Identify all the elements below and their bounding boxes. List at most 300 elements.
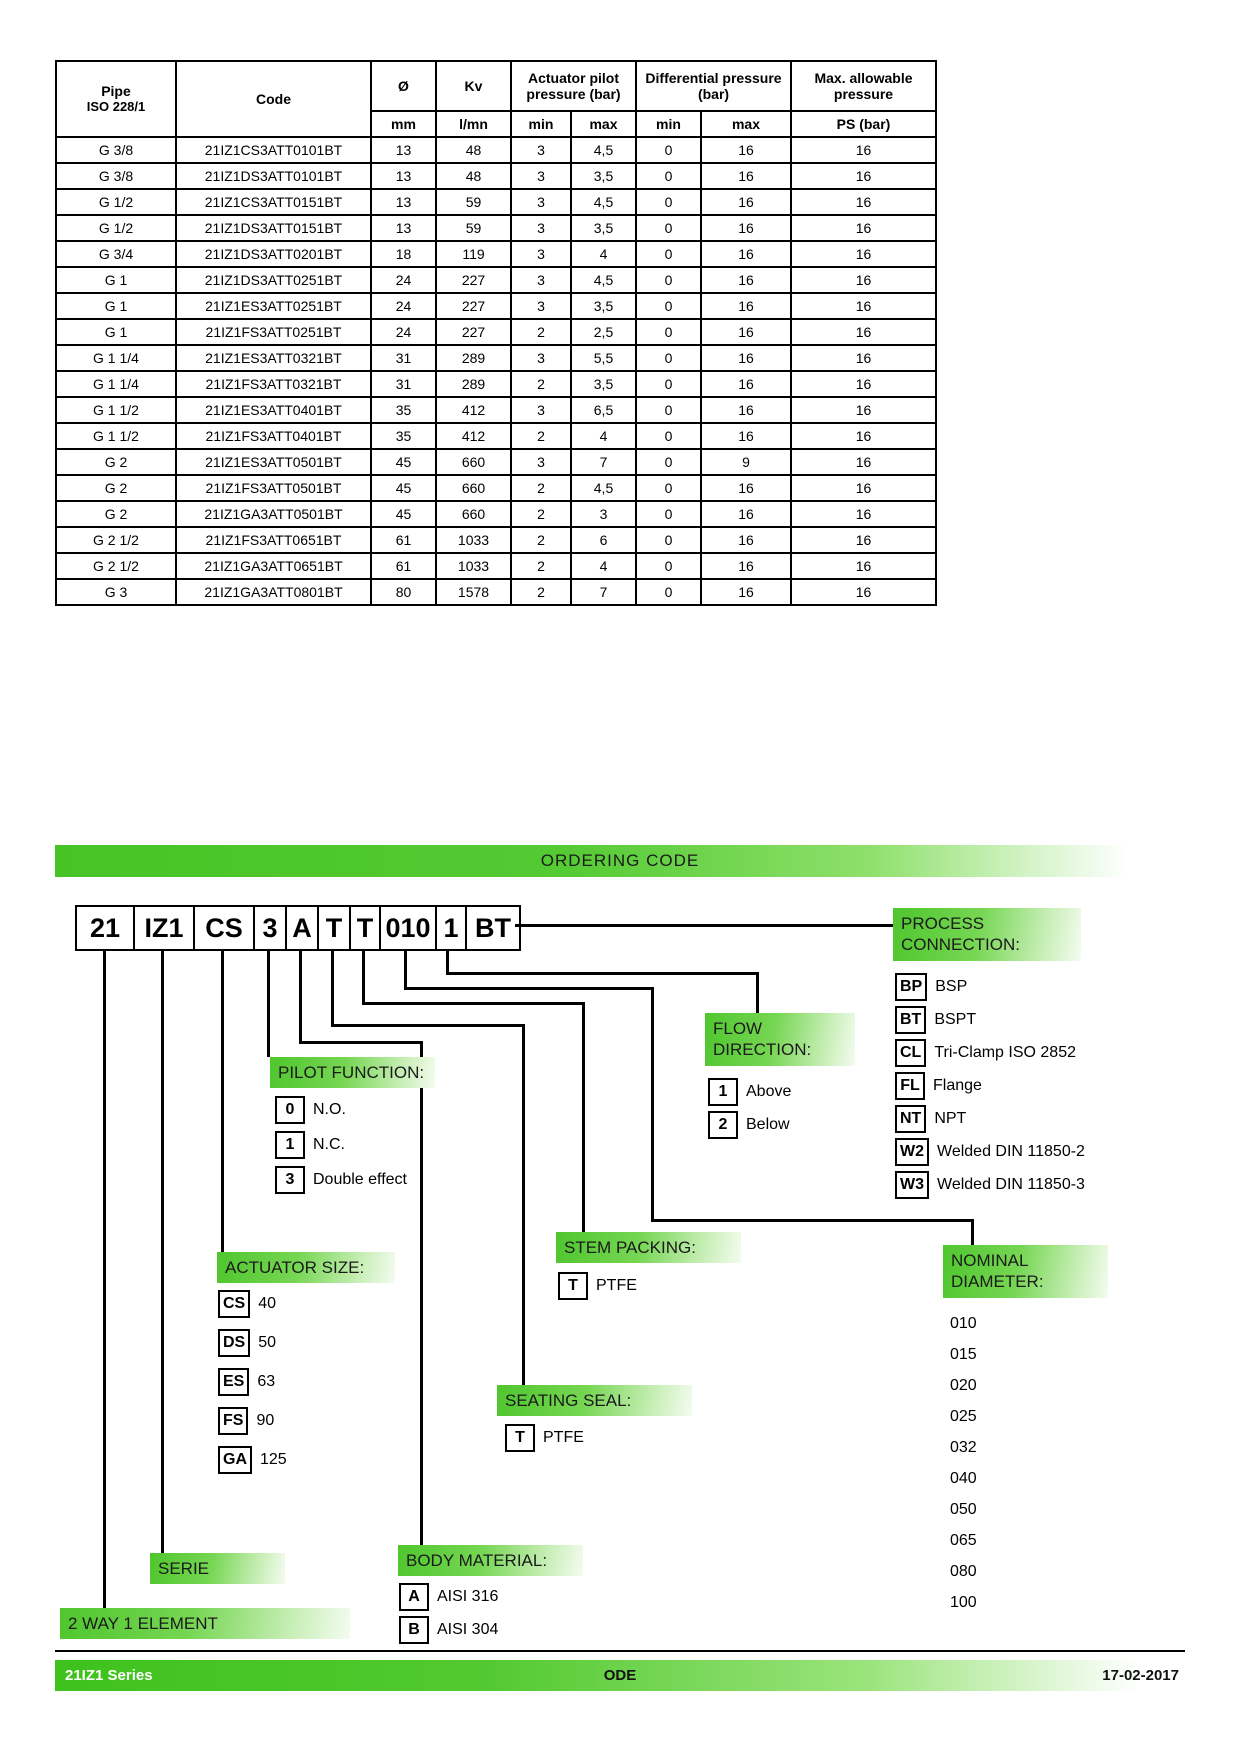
cell-kv: 1033	[436, 527, 511, 553]
cell-diff-max: 16	[701, 293, 791, 319]
cell-diameter: 45	[371, 501, 436, 527]
cell-diff-min: 0	[636, 163, 701, 189]
cell-kv: 289	[436, 371, 511, 397]
connector-21-twoway	[103, 951, 106, 1608]
cell-ps: 16	[791, 241, 936, 267]
cell-actuator-min: 2	[511, 501, 571, 527]
option-item	[275, 1096, 407, 1124]
option-item	[505, 1424, 584, 1452]
cell-diameter: 24	[371, 293, 436, 319]
cell-code: 21IZ1ES3ATT0321BT	[176, 345, 371, 371]
header-max-allowable: Max. allowable pressure	[791, 61, 936, 111]
option-item	[895, 1039, 1085, 1067]
option-code-box: 3	[275, 1166, 305, 1194]
cell-actuator-min: 2	[511, 423, 571, 449]
cell-diff-max: 16	[701, 215, 791, 241]
cell-ps: 16	[791, 449, 936, 475]
cell-diameter: 18	[371, 241, 436, 267]
cell-pipe: G 1	[56, 267, 176, 293]
cell-ps: 16	[791, 137, 936, 163]
table-row	[56, 189, 936, 215]
nominal-diameter-values	[950, 1315, 977, 1612]
option-label: Double effect	[313, 1171, 407, 1188]
option-code-box: W3	[895, 1171, 929, 1199]
option-code-box: NT	[895, 1105, 926, 1133]
cell-ps: 16	[791, 215, 936, 241]
table-row	[56, 475, 936, 501]
option-label: 63	[257, 1373, 276, 1390]
cell-ps: 16	[791, 553, 936, 579]
cell-actuator-max: 4,5	[571, 267, 636, 293]
cell-diameter: 13	[371, 215, 436, 241]
connector-010-nominal	[651, 987, 654, 1222]
header-diameter: Ø	[371, 61, 436, 111]
header-ps: PS (bar)	[791, 111, 936, 137]
cell-pipe: G 2	[56, 501, 176, 527]
nominal-diameter-value: 032	[950, 1439, 977, 1456]
header-pipe: Pipe ISO 228/1	[56, 61, 176, 137]
cell-actuator-min: 3	[511, 189, 571, 215]
nominal-diameter-value: 015	[950, 1346, 977, 1363]
cell-actuator-max: 4	[571, 423, 636, 449]
cell-ps: 16	[791, 293, 936, 319]
ordering-code-segment: T	[349, 905, 381, 951]
ordering-code-title: ORDERING CODE	[540, 851, 700, 870]
connector-1-flow	[446, 972, 759, 975]
option-label: 50	[258, 1334, 277, 1351]
cell-actuator-min: 3	[511, 397, 571, 423]
cell-actuator-min: 3	[511, 241, 571, 267]
option-code-box: B	[399, 1616, 429, 1644]
connector-3-pilot	[267, 951, 270, 1057]
cell-diff-max: 16	[701, 501, 791, 527]
cell-diff-max: 16	[701, 267, 791, 293]
cell-pipe: G 2	[56, 475, 176, 501]
cell-diff-max: 16	[701, 163, 791, 189]
cell-code: 21IZ1GA3ATT0651BT	[176, 553, 371, 579]
connector-010-nominal	[404, 951, 407, 990]
cell-actuator-max: 5,5	[571, 345, 636, 371]
nominal-diameter-value: 025	[950, 1408, 977, 1425]
cell-diameter: 45	[371, 475, 436, 501]
cell-pipe: G 1/2	[56, 189, 176, 215]
cell-code: 21IZ1DS3ATT0251BT	[176, 267, 371, 293]
option-item	[218, 1329, 287, 1357]
cell-actuator-max: 6,5	[571, 397, 636, 423]
cell-diff-min: 0	[636, 319, 701, 345]
nominal-diameter-value: 065	[950, 1532, 977, 1549]
seating-seal-label: SEATING SEAL:	[497, 1385, 692, 1416]
cell-diameter: 24	[371, 267, 436, 293]
option-item	[895, 1006, 1085, 1034]
cell-diameter: 80	[371, 579, 436, 605]
cell-kv: 48	[436, 137, 511, 163]
cell-diameter: 45	[371, 449, 436, 475]
cell-code: 21IZ1ES3ATT0501BT	[176, 449, 371, 475]
cell-diff-min: 0	[636, 449, 701, 475]
option-item	[895, 1138, 1085, 1166]
header-differential: Differential pressure (bar)	[636, 61, 791, 111]
table-row	[56, 371, 936, 397]
header-actuator-min: min	[511, 111, 571, 137]
cell-diff-max: 16	[701, 241, 791, 267]
cell-pipe: G 2 1/2	[56, 527, 176, 553]
connector-a-body	[420, 1041, 423, 1545]
option-code-box: CL	[895, 1039, 926, 1067]
cell-pipe: G 2	[56, 449, 176, 475]
footer-band	[55, 1660, 1185, 1691]
cell-diff-min: 0	[636, 267, 701, 293]
actuator-size-options	[218, 1290, 287, 1474]
cell-code: 21IZ1FS3ATT0651BT	[176, 527, 371, 553]
cell-actuator-min: 2	[511, 319, 571, 345]
cell-actuator-max: 3,5	[571, 215, 636, 241]
cell-diff-max: 16	[701, 189, 791, 215]
option-code-box: BT	[895, 1006, 926, 1034]
cell-actuator-min: 3	[511, 215, 571, 241]
cell-diff-min: 0	[636, 553, 701, 579]
cell-diff-max: 16	[701, 475, 791, 501]
ordering-code-segment: BT	[465, 905, 521, 951]
ordering-code-segment: A	[285, 905, 319, 951]
flow-direction-label: FLOW DIRECTION:	[705, 1013, 855, 1066]
table-row	[56, 345, 936, 371]
table-row	[56, 553, 936, 579]
option-code-box: W2	[895, 1138, 929, 1166]
connector-t-stem	[362, 1002, 585, 1005]
ordering-code-band	[55, 845, 1185, 877]
header-actuator-max: max	[571, 111, 636, 137]
two-way-label: 2 WAY 1 ELEMENT	[60, 1608, 350, 1639]
cell-diff-max: 16	[701, 345, 791, 371]
option-item	[895, 1105, 1085, 1133]
seating-seal-options	[505, 1424, 584, 1452]
option-label: Welded DIN 11850-2	[937, 1143, 1085, 1160]
table-row	[56, 163, 936, 189]
option-item	[708, 1111, 791, 1139]
option-label: NPT	[934, 1110, 967, 1127]
cell-actuator-min: 2	[511, 579, 571, 605]
footer-brand: ODE	[603, 1667, 637, 1684]
table-row	[56, 423, 936, 449]
cell-actuator-min: 3	[511, 267, 571, 293]
connector-010-nominal	[404, 987, 654, 990]
cell-actuator-min: 3	[511, 449, 571, 475]
cell-actuator-max: 4	[571, 553, 636, 579]
option-label: N.C.	[313, 1136, 345, 1153]
table-row	[56, 267, 936, 293]
option-item	[399, 1583, 498, 1611]
cell-pipe: G 1 1/2	[56, 423, 176, 449]
option-item	[218, 1290, 287, 1318]
cell-code: 21IZ1FS3ATT0501BT	[176, 475, 371, 501]
connector-t-seating	[331, 951, 334, 1027]
cell-diff-max: 16	[701, 579, 791, 605]
option-code-box: A	[399, 1583, 429, 1611]
cell-pipe: G 3/4	[56, 241, 176, 267]
header-code: Code	[176, 61, 371, 137]
table-row	[56, 215, 936, 241]
connector-010-nominal	[971, 1219, 974, 1245]
cell-actuator-min: 2	[511, 527, 571, 553]
cell-code: 21IZ1DS3ATT0201BT	[176, 241, 371, 267]
cell-pipe: G 3/8	[56, 163, 176, 189]
nominal-diameter-value: 040	[950, 1470, 977, 1487]
option-item	[895, 1171, 1085, 1199]
table-row	[56, 501, 936, 527]
body-material-label: BODY MATERIAL:	[398, 1545, 583, 1576]
cell-diff-min: 0	[636, 527, 701, 553]
connector-1-flow	[756, 972, 759, 1013]
ordering-code-segment: 3	[253, 905, 287, 951]
option-label: BSPT	[934, 1011, 977, 1028]
cell-kv: 227	[436, 293, 511, 319]
cell-actuator-min: 2	[511, 371, 571, 397]
nominal-diameter-value: 010	[950, 1315, 977, 1332]
ordering-code-segment: T	[317, 905, 351, 951]
header-kv: Kv	[436, 61, 511, 111]
cell-diff-min: 0	[636, 241, 701, 267]
table-row	[56, 293, 936, 319]
cell-diff-min: 0	[636, 137, 701, 163]
footer-date: 17-02-2017	[1102, 1667, 1179, 1684]
cell-kv: 1578	[436, 579, 511, 605]
option-item	[895, 973, 1085, 1001]
ordering-code-boxes	[75, 905, 521, 951]
pilot-function-options	[275, 1096, 407, 1194]
cell-diff-min: 0	[636, 579, 701, 605]
cell-diameter: 61	[371, 527, 436, 553]
option-code-box: DS	[218, 1329, 250, 1357]
cell-pipe: G 1/2	[56, 215, 176, 241]
spec-table	[55, 60, 937, 606]
cell-diameter: 31	[371, 371, 436, 397]
option-label: Below	[746, 1116, 790, 1133]
option-label: Tri-Clamp ISO 2852	[934, 1044, 1076, 1061]
header-actuator-pilot: Actuator pilot pressure (bar)	[511, 61, 636, 111]
option-code-box: FL	[895, 1072, 925, 1100]
cell-code: 21IZ1ES3ATT0401BT	[176, 397, 371, 423]
option-label: PTFE	[596, 1277, 637, 1294]
cell-kv: 59	[436, 215, 511, 241]
cell-ps: 16	[791, 163, 936, 189]
cell-diameter: 13	[371, 163, 436, 189]
table-row	[56, 449, 936, 475]
option-label: AISI 304	[437, 1621, 499, 1638]
ordering-code-segment: CS	[193, 905, 255, 951]
cell-code: 21IZ1ES3ATT0251BT	[176, 293, 371, 319]
cell-kv: 59	[436, 189, 511, 215]
stem-packing-options	[558, 1272, 637, 1300]
nominal-diameter-value: 020	[950, 1377, 977, 1394]
connector-t-stem	[582, 1002, 585, 1232]
ordering-code-segment: 21	[75, 905, 135, 951]
table-row	[56, 241, 936, 267]
process-connection-options	[895, 973, 1085, 1199]
cell-actuator-max: 4,5	[571, 137, 636, 163]
process-connection-label: PROCESS CONNECTION:	[893, 908, 1081, 961]
cell-ps: 16	[791, 189, 936, 215]
option-item	[218, 1407, 287, 1435]
cell-kv: 412	[436, 397, 511, 423]
connector-cs-actuator	[221, 951, 224, 1252]
cell-actuator-max: 3,5	[571, 371, 636, 397]
cell-diff-min: 0	[636, 215, 701, 241]
table-row	[56, 397, 936, 423]
connector-bt-process	[515, 924, 893, 927]
cell-ps: 16	[791, 527, 936, 553]
cell-code: 21IZ1CS3ATT0151BT	[176, 189, 371, 215]
table-row	[56, 579, 936, 605]
cell-kv: 119	[436, 241, 511, 267]
cell-diff-max: 16	[701, 371, 791, 397]
cell-kv: 660	[436, 475, 511, 501]
option-code-box: CS	[218, 1290, 250, 1318]
serie-label: SERIE	[150, 1553, 285, 1584]
cell-actuator-min: 3	[511, 163, 571, 189]
cell-ps: 16	[791, 397, 936, 423]
cell-diff-min: 0	[636, 475, 701, 501]
cell-code: 21IZ1FS3ATT0251BT	[176, 319, 371, 345]
option-label: Welded DIN 11850-3	[937, 1176, 1085, 1193]
cell-diff-max: 16	[701, 423, 791, 449]
cell-code: 21IZ1FS3ATT0401BT	[176, 423, 371, 449]
option-label: AISI 316	[437, 1588, 499, 1605]
option-label: Above	[746, 1083, 792, 1100]
cell-diff-min: 0	[636, 345, 701, 371]
option-item	[218, 1368, 287, 1396]
ordering-code-segment: 010	[379, 905, 437, 951]
cell-diff-min: 0	[636, 397, 701, 423]
cell-kv: 227	[436, 319, 511, 345]
option-item	[275, 1166, 407, 1194]
nominal-diameter-label: NOMINAL DIAMETER:	[943, 1245, 1108, 1298]
cell-diameter: 13	[371, 137, 436, 163]
connector-a-body	[299, 1041, 423, 1044]
cell-diff-min: 0	[636, 293, 701, 319]
body-material-options	[399, 1583, 498, 1644]
option-item	[708, 1078, 791, 1106]
nominal-diameter-value: 100	[950, 1594, 977, 1611]
connector-t-seating	[331, 1024, 525, 1027]
cell-code: 21IZ1DS3ATT0101BT	[176, 163, 371, 189]
cell-actuator-max: 4,5	[571, 189, 636, 215]
cell-pipe: G 1 1/2	[56, 397, 176, 423]
cell-pipe: G 1	[56, 319, 176, 345]
cell-actuator-min: 2	[511, 553, 571, 579]
cell-kv: 48	[436, 163, 511, 189]
option-label: 90	[256, 1412, 275, 1429]
option-code-box: FS	[218, 1407, 248, 1435]
cell-diff-min: 0	[636, 501, 701, 527]
cell-diameter: 35	[371, 397, 436, 423]
connector-a-body	[299, 951, 302, 1044]
option-code-box: 1	[275, 1131, 305, 1159]
footer-rule	[55, 1650, 1185, 1652]
cell-code: 21IZ1GA3ATT0501BT	[176, 501, 371, 527]
cell-kv: 1033	[436, 553, 511, 579]
option-item	[895, 1072, 1085, 1100]
nominal-diameter-value: 080	[950, 1563, 977, 1580]
cell-kv: 660	[436, 501, 511, 527]
option-label: BSP	[935, 978, 968, 995]
cell-actuator-max: 7	[571, 449, 636, 475]
cell-actuator-max: 4	[571, 241, 636, 267]
cell-diff-min: 0	[636, 189, 701, 215]
option-item	[275, 1131, 407, 1159]
cell-ps: 16	[791, 345, 936, 371]
option-item	[558, 1272, 637, 1300]
nominal-diameter-value: 050	[950, 1501, 977, 1518]
option-code-box: 2	[708, 1111, 738, 1139]
cell-diff-max: 16	[701, 137, 791, 163]
cell-ps: 16	[791, 475, 936, 501]
cell-ps: 16	[791, 319, 936, 345]
cell-diameter: 24	[371, 319, 436, 345]
option-label: 125	[260, 1451, 287, 1468]
option-label: PTFE	[543, 1429, 584, 1446]
cell-ps: 16	[791, 501, 936, 527]
option-label: 40	[258, 1295, 277, 1312]
cell-kv: 412	[436, 423, 511, 449]
cell-diameter: 61	[371, 553, 436, 579]
header-mm: mm	[371, 111, 436, 137]
cell-ps: 16	[791, 267, 936, 293]
connector-t-seating	[522, 1024, 525, 1385]
cell-actuator-max: 4,5	[571, 475, 636, 501]
footer-series: 21IZ1 Series	[65, 1667, 153, 1684]
table-row	[56, 137, 936, 163]
option-label: N.O.	[313, 1101, 346, 1118]
cell-pipe: G 2 1/2	[56, 553, 176, 579]
ordering-code-segment: 1	[435, 905, 467, 951]
cell-actuator-max: 3,5	[571, 163, 636, 189]
connector-010-nominal	[651, 1219, 974, 1222]
cell-code: 21IZ1DS3ATT0151BT	[176, 215, 371, 241]
cell-actuator-max: 3,5	[571, 293, 636, 319]
option-item	[399, 1616, 498, 1644]
header-lmn: l/mn	[436, 111, 511, 137]
cell-pipe: G 3	[56, 579, 176, 605]
cell-actuator-min: 3	[511, 137, 571, 163]
cell-actuator-min: 3	[511, 345, 571, 371]
cell-actuator-max: 2,5	[571, 319, 636, 345]
cell-diameter: 31	[371, 345, 436, 371]
cell-pipe: G 1	[56, 293, 176, 319]
option-code-box: GA	[218, 1446, 252, 1474]
cell-diff-max: 16	[701, 319, 791, 345]
cell-kv: 660	[436, 449, 511, 475]
cell-actuator-max: 7	[571, 579, 636, 605]
cell-ps: 16	[791, 371, 936, 397]
option-code-box: 0	[275, 1096, 305, 1124]
cell-code: 21IZ1GA3ATT0801BT	[176, 579, 371, 605]
option-code-box: 1	[708, 1078, 738, 1106]
cell-ps: 16	[791, 579, 936, 605]
cell-kv: 289	[436, 345, 511, 371]
cell-diff-min: 0	[636, 423, 701, 449]
cell-actuator-min: 3	[511, 293, 571, 319]
option-item	[218, 1446, 287, 1474]
cell-diff-max: 9	[701, 449, 791, 475]
option-code-box: ES	[218, 1368, 249, 1396]
cell-diff-max: 16	[701, 527, 791, 553]
option-code-box: BP	[895, 973, 927, 1001]
header-diff-max: max	[701, 111, 791, 137]
connector-iz1-serie	[161, 951, 164, 1553]
option-code-box: T	[505, 1424, 535, 1452]
cell-diff-max: 16	[701, 553, 791, 579]
